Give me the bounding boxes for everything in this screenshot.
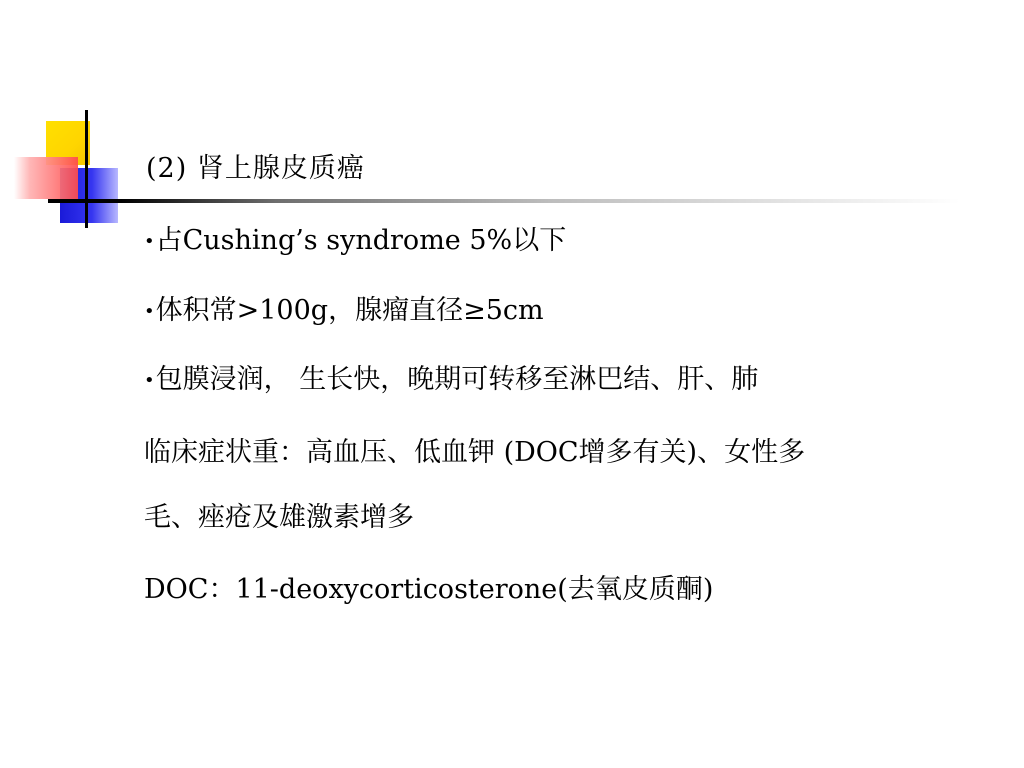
body-line-symptoms: 临床症状重：高血压、低血钾 (DOC增多有关)、女性多 [144, 437, 806, 468]
body-line-symptoms-cont: 毛、痤疮及雄激素增多 [144, 502, 414, 533]
decorative-red-square [14, 157, 78, 199]
bullet-text: 体积常>100g，腺瘤直径≥5cm [155, 295, 544, 326]
body-line-doc-definition: DOC：11-deoxycorticosterone(去氧皮质酮) [144, 574, 714, 605]
bullet-text: 包膜浸润， 生长快，晚期可转移至淋巴结、肝、肺 [155, 364, 759, 395]
bullet-icon: • [144, 369, 155, 391]
bullet-line-2 [144, 294, 544, 329]
bullet-text: 占Cushing’s syndrome 5%以下 [155, 225, 567, 256]
bullet-icon: • [144, 230, 155, 252]
bullet-icon: • [144, 300, 155, 322]
bullet-line-3 [144, 363, 758, 398]
decorative-vertical-line [85, 110, 88, 228]
bullet-line-1 [144, 224, 566, 259]
title-underline [48, 199, 960, 203]
slide-title: (2) 肾上腺皮质癌 [146, 153, 365, 184]
